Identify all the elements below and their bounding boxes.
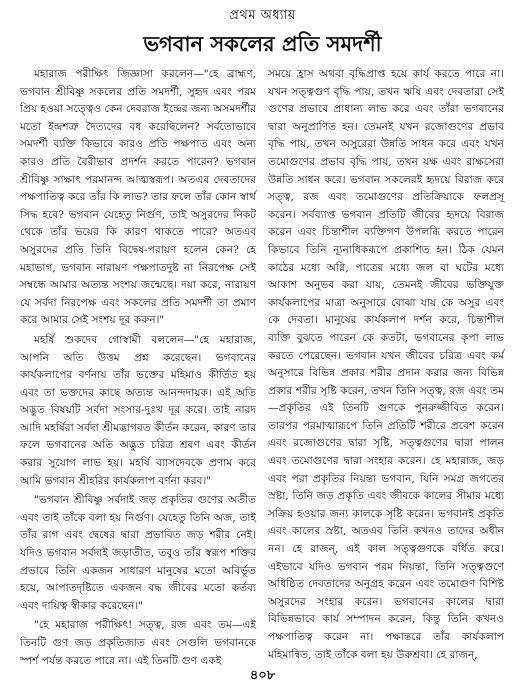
left-column [20,66,256,672]
paragraph: মহারাজ পরীক্ষিৎ জিজ্ঞাসা করলেন—"হে ব্রাহ্মণ, ভগবান শ্রীবিষ্ণু সকলের প্রতি সমদর্শী, সুহৃদ এবং পরম প্রিয় হওয়া সত্ত্বেও কেন দেবরাজ ইন্দ্রের জন্য অসমদর্শীর মতো ইন্দ্রশত্রু দৈত্যদের বধ করেছিলেন? সর্বতোভাবে সমদর্শী ব্যক্তি কিভাবে কারও প্রতি পক্ষপাত এবং অন্য কারও প্রতি বৈরীভাব প্রদর্শন করতে পারেন? ভগবান শ্রীবিষ্ণু সাক্ষাৎ পরমানন্দ আত্মস্বরূপ। অতএব দেবতাদের পক্ষপাতিত্ব করে তাঁর কি লাভ? তার ফলে তাঁর কোন স্বার্থ সিদ্ধ হবে? ভগবান যেহেতু নির্গুণ, তাই অসুরদের নিকট থেকে তাঁর ভয়ের কি কারণ থাকতে পারে? অতএব অসুরদের প্রতি তিনি বিদ্বেষ-পরায়ণ হলেন কেন? হে মহাভাগ, ভগবান নারায়ণ পক্ষপাতদুষ্ট না নিরপেক্ষ সেই সম্বন্ধে আমার অত্যন্ত সংশয় জন্মেছে। দয়া করে, নারায়ণ যে সর্বদা নিরপেক্ষ এবং সকলের প্রতি সমদর্শী তা প্রমাণ করে আমার সেই সংশয় দূর করুন।" [20,68,256,327]
right-column [268,66,504,666]
paragraph: "হে মহারাজ পরীক্ষিৎ! সত্ত্ব, রজ এবং তম—এই তিনটি গুণ জড় প্রকৃতিজাত এবং সেগুলি ভগবানকে স্পর্শ পর্যন্ত করতে পারে না। এই তিনটি গুণ একই [20,619,256,667]
chapter-heading: প্রথম অধ্যায় [229,8,296,23]
paragraph: "ভগবান শ্রীবিষ্ণু সর্বদাই জড় প্রকৃতির গুণের অতীত এবং তাই তাঁকে বলা হয় নির্গুণ। যেহেতু তিনি অজ, তাই তাঁর রাগ এবং দ্বেষের দ্বারা প্রভাবিত জড় শরীর নেই। যদিও ভগবান সর্বদাই জড়াতীত, তবুও তাঁর স্বরূপ শক্তির প্রভাবে তিনি একজন সাধারণ মানুষের মতো অবির্ভূত হয়ে, আপাতদৃষ্টিতে একজন বদ্ধ জীবের মতো কর্তব্য এবং দায়িত্ব স্বীকার করেছেন।" [20,494,256,612]
paragraph: মহর্ষি শুকদেব গোস্বামী বললেন—"হে মহারাজ, আপনি অতি উত্তম প্রশ্ন করেছেন। ভগবানের কার্যকলাপের বর্ণনায় তাঁর ভক্তের মহিমাও কীর্তিত হয় এবং তা ভক্তদের কাছে অত্যন্ত আনন্দদায়ক। এই অতি অদ্ভুত বিষয়টি সর্বদা সংসার-দুঃখ দূর করে। তাই নারদ আদি মহর্ষিরা সর্বদা শ্রীমদ্ভাগবত কীর্তন করেন, কারণ তার ফলে ভগবানের অতি অদ্ভুত চরিত্র শ্রবণ এবং কীর্তন করার সুযোগ লাভ হয়। মহর্ষি ব্যাসদেবকে প্রণাম করে আমি ভগবান শ্রীহরির কার্যকলাপ বর্ণনা করব।" [20,333,256,487]
page-title: ভগবান সকলের প্রতি সমদর্শী [143,31,382,56]
page-number: ৪০৮ [249,668,276,683]
paragraph: সময়ে হ্রাস অথবা বৃদ্ধিপ্রাপ্ত হয়ে কার্য করতে পারে না। যখন সত্ত্বগুণ বৃদ্ধি পায়, তখন ঋষি এবং দেবতারা সেই গুণের প্রভাবে প্রাধান্য লাভ করে এবং তাঁরা ভগবানের দ্বারা অনুপ্রাণিত হন। তেমনই যখন রজোগুণের প্রভাব বৃদ্ধি পায়, তখন অসুরেরা উন্নতি সাধন করে এবং যখন তমোগুণের প্রভাব বৃদ্ধি পায়, তখন যক্ষ এবং রাক্ষসেরা উন্নতি সাধন করে। ভগবান সকলেরই হৃদয়ে বিরাজ করে সত্ত্ব, রজ এবং তমোগুণের প্রতিক্রিয়াকে ফলপ্রসূ করেন। সর্বব্যাপ্ত ভগবান প্রতিটি জীবের হৃদয়ে বিরাজ করেন এবং চিন্তাশীল ব্যক্তিগণ উপলব্ধি করতে পারেন কিভাবে তিনি ন্যূনাধিকরূপে প্রকাশিত হন। ঠিক যেমন কাঠের মধ্যে অগ্নি, পাত্রের মধ্যে জল বা ঘটের মধ্যে আকাশ অনুভব করা যায়, তেমনই জীবের ভক্তিযুক্ত কার্যকলাপের মাত্রা অনুসারে বোঝা যায় কে অসুর এবং কে দেবতা। মানুষের কার্যকলাপ দর্শন করে, চিন্তাশীল ব্যক্তি বুঝতে পারেন কে কতটা, ভগবানের কৃপা লাভ করতে পেরেছেন। ভগবান যখন জীবের চরিত্র এবং কর্ম অনুসারে বিভিন্ন প্রকার শরীর প্রদান করার জন্য বিভিন্ন প্রকার শরীর সৃষ্টি করেন, তখন তিনি সত্ত্ব, রজ এবং তম—প্রকৃতির এই তিনটি গুণকে পুনরুজ্জীবিত করেন। তারপর পরমাত্মারূপে তিনি প্রতিটি শরীরে প্রবেশ করেন এবং রজোগুণের দ্বারা সৃষ্টি, সত্ত্বগুণের দ্বারা পালন এবং তমোগুণের দ্বারা সংহার করেন। হে মহারাজ, জড় এবং পরা প্রকৃতির নিয়ন্তা ভগবান, যিনি সমগ্র জগতের স্রষ্টা, তিনি জড় প্রকৃতি এবং জীবকে কালের সীমার মধ্যে সক্রিয় হওয়ার জন্য কালকে সৃষ্টি করেন। ভগবানই প্রকৃতি এবং কালের স্রষ্টা, অতএব তিনি কখনও তাদের অধীন নন। হে রাজন্, এই কাল সত্ত্বগুণকে বর্ধিত করে। এইভাবে যদিও ভগবান পরম নিয়ন্তা, তিনি সত্ত্বগুণে অধিষ্ঠিত দেবতাদের অনুগ্রহ করেন এবং তমোগুণ বিশিষ্ট অসুরদের সংহার করেন। ভগবানের কালের দ্বারা বিভিন্নভাবে কার্য সম্পাদন করেন, কিন্তু তিনি কখনও পক্ষপাতিত্ব করেন না। পক্ষান্তরে তাঁর কার্যকলাপ মহিমান্বিত, তাই তাঁকে বলা হয় উরুশ্রবা। হে রাজন্, [268,68,504,661]
